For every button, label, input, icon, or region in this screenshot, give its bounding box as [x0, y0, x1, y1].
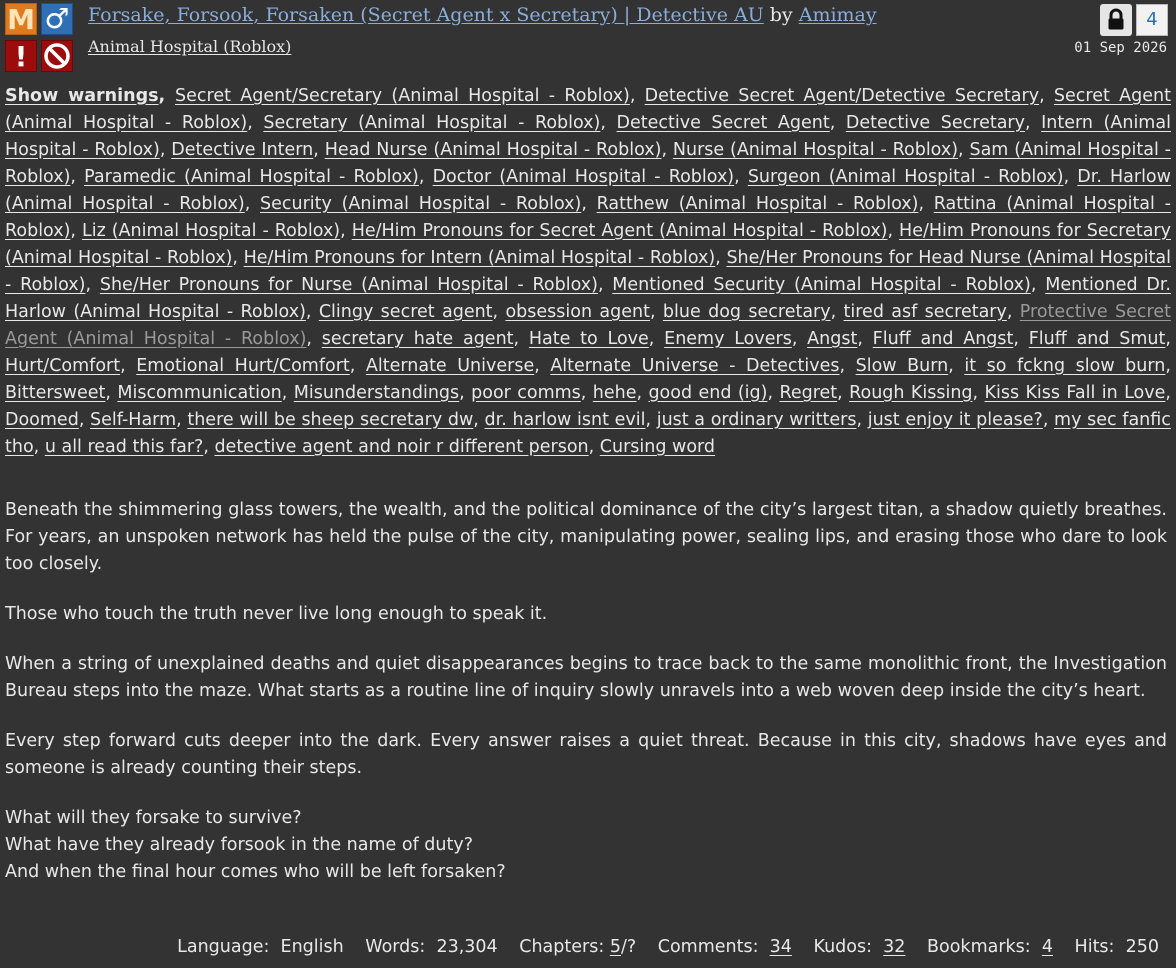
comments-link[interactable]: 34	[769, 937, 792, 957]
work-heading	[88, 4, 877, 26]
tag-link[interactable]: Doctor (Animal Hospital - Roblox)	[432, 167, 735, 187]
tag-separator: ,	[159, 140, 172, 160]
tag-separator: ,	[1006, 302, 1020, 322]
tag-separator: ,	[636, 383, 649, 403]
tag-link[interactable]: there will be sheep secretary dw	[187, 410, 474, 430]
tag-separator: ,	[648, 329, 665, 349]
tag-link[interactable]: Secret Agent/Secretary (Animal Hospital - Roblox)	[175, 86, 630, 106]
tag-link[interactable]: Fluff and Angst	[872, 329, 1014, 349]
summary-line: What will they forsake to survive?	[5, 808, 302, 828]
tag-link[interactable]: Doomed	[5, 410, 79, 430]
tag-separator: ,	[1030, 275, 1046, 295]
tag-link[interactable]: blue dog secretary	[662, 302, 831, 322]
summary-line: What have they already forsook in the name of duty?	[5, 835, 474, 855]
tag-separator: ,	[459, 383, 472, 403]
rating-icon[interactable]: M	[5, 3, 37, 35]
tag-separator: ,	[1165, 383, 1171, 403]
tag-separator: ,	[78, 410, 91, 430]
tag-list	[5, 83, 1171, 461]
tag-separator: ,	[1042, 410, 1055, 430]
summary	[5, 497, 1167, 909]
tag-link[interactable]: Hate to Love	[528, 329, 649, 349]
tag-link[interactable]: Liz (Animal Hospital - Roblox)	[81, 221, 341, 241]
tag-separator: ,	[120, 356, 137, 376]
language-value: English	[280, 937, 344, 957]
tag-separator: ,	[340, 221, 352, 241]
tag-link[interactable]: Dr. Harlow (Animal Hospital - Roblox)	[5, 167, 1171, 214]
tag-separator: ,	[581, 194, 597, 214]
tag-separator: ,	[791, 329, 808, 349]
no-entry-icon[interactable]	[41, 40, 73, 72]
required-tags	[5, 3, 75, 73]
tag-separator: ,	[918, 194, 934, 214]
tag-link[interactable]: Misunderstandings	[293, 383, 460, 403]
bookmarks-link[interactable]: 4	[1041, 937, 1053, 957]
tag-separator: ,	[232, 248, 244, 268]
tag-link[interactable]: Rattina (Animal Hospital - Roblox)	[5, 194, 1171, 241]
chapters-label: Chapters:	[519, 937, 605, 957]
tag-link[interactable]: Clingy secret agent	[318, 302, 493, 322]
category-icon[interactable]: ♂	[41, 3, 73, 35]
tag-separator: ,	[857, 329, 873, 349]
tag-separator: ,	[767, 383, 780, 403]
tag-link[interactable]: Fluff and Smut	[1028, 329, 1166, 349]
tag-link[interactable]: Regret	[779, 383, 838, 403]
tag-separator: ,	[418, 167, 433, 187]
tag-separator: ,	[70, 221, 82, 241]
tag-link[interactable]: Detective Secretary	[845, 113, 1025, 133]
tag-link[interactable]: Secretary (Animal Hospital - Roblox)	[263, 113, 601, 133]
tag-separator: ,	[856, 410, 868, 430]
tag-separator: ,	[313, 140, 325, 160]
stats	[177, 935, 1159, 959]
tag-separator: ,	[829, 113, 846, 133]
tag-link[interactable]: Self-Harm	[90, 410, 177, 430]
summary-paragraph: Every step forward cuts deeper into the dark. Every answer raises a quiet threat. Because in this city, shadows have eyes and someone is already counting their steps.	[5, 731, 1167, 778]
fandom-link[interactable]: Animal Hospital (Roblox)	[88, 37, 292, 56]
tag-link[interactable]: Hurt/Comfort	[5, 356, 121, 376]
tag-separator: ,	[948, 356, 965, 376]
tag-separator: ,	[1039, 86, 1054, 106]
tag-separator: ,	[887, 221, 900, 241]
tag-separator: ,	[203, 437, 215, 457]
tag-separator: ,	[1024, 113, 1042, 133]
tag-link[interactable]: Rough Kissing	[849, 383, 973, 403]
words-value: 23,304	[436, 937, 498, 957]
tag-link[interactable]: detective agent and noir r different person	[214, 437, 589, 457]
tag-link[interactable]: Detective Secret Agent/Detective Secretary	[644, 86, 1040, 106]
tag-separator: ,	[629, 86, 645, 106]
tag-link[interactable]: Alternate Universe - Detectives	[550, 356, 840, 376]
tag-link[interactable]: Miscommunication	[117, 383, 282, 403]
tag-link[interactable]: Cursing word	[599, 437, 716, 457]
tag-link[interactable]: obsession agent	[505, 302, 650, 322]
tag-link[interactable]: secretary hate agent	[321, 329, 514, 349]
warning-icon[interactable]: !	[5, 40, 37, 72]
tag-separator: ,	[580, 383, 593, 403]
chapters-link[interactable]: 5	[609, 937, 621, 957]
tag-link[interactable]: good end (ig)	[648, 383, 768, 403]
by-text: by	[769, 4, 793, 26]
tag-separator: ,	[1165, 329, 1171, 349]
tag-separator: ,	[33, 437, 45, 457]
tag-separator: ,	[349, 356, 366, 376]
tag-separator: ,	[588, 437, 600, 457]
tag-separator: ,	[70, 167, 85, 187]
tag-separator: ,	[1165, 356, 1171, 376]
lock-icon	[1100, 4, 1132, 36]
tag-separator: ,	[600, 113, 617, 133]
tag-link[interactable]: just enjoy it please?	[867, 410, 1043, 430]
tag-separator: ,	[306, 329, 322, 349]
tag-link[interactable]: Intern (Animal Hospital - Roblox)	[5, 113, 1171, 160]
tag-link[interactable]: Alternate Universe	[365, 356, 535, 376]
tag-separator: ,	[473, 410, 485, 430]
bookmarks-label: Bookmarks:	[927, 937, 1031, 957]
tag-separator: ,	[492, 302, 506, 322]
updated-date: 01 Sep 2026	[1074, 40, 1167, 56]
tag-separator: ,	[837, 383, 850, 403]
tag-link[interactable]: dr. harlow isnt evil	[484, 410, 646, 430]
tag-link[interactable]: u all read this far?	[44, 437, 204, 457]
tag-separator: ,	[158, 86, 176, 106]
tag-separator: ,	[244, 194, 260, 214]
tag-link[interactable]: Kiss Kiss Fall in Love	[984, 383, 1166, 403]
tag-separator: ,	[661, 140, 673, 160]
summary-line: And when the final hour comes who will be left forsaken?	[5, 862, 506, 882]
hits-label: Hits:	[1074, 937, 1115, 957]
summary-questions	[5, 805, 1167, 886]
tag-link[interactable]: He/Him Pronouns for Secret Agent (Animal Hospital - Roblox)	[351, 221, 888, 241]
tag-link[interactable]: Secret Agent (Animal Hospital - Roblox)	[5, 86, 1171, 133]
tag-link[interactable]: Head Nurse (Animal Hospital - Roblox)	[324, 140, 662, 160]
tag-link[interactable]: Surgeon (Animal Hospital - Roblox)	[747, 167, 1064, 187]
tag-link[interactable]: She/Her Pronouns for Nurse (Animal Hospital - Roblox)	[99, 275, 598, 295]
tag-link[interactable]: Detective Secret Agent	[616, 113, 830, 133]
tag-link[interactable]: it so fckng slow burn	[964, 356, 1166, 376]
tag-separator: ,	[958, 140, 970, 160]
tag-separator: ,	[839, 356, 856, 376]
summary-paragraph: Beneath the shimmering glass towers, the wealth, and the political dominance of the city’s largest titan, a shadow quietly breathes. For years, an unspoken network has held the pulse of the city, manipulating power, sealing lips, and erasing those who dare to look too closely.	[5, 500, 1167, 574]
tag-link[interactable]: Emotional Hurt/Comfort	[136, 356, 350, 376]
tag-link[interactable]: Angst	[807, 329, 858, 349]
tag-separator: ,	[281, 383, 294, 403]
hits-value: 250	[1125, 937, 1159, 957]
tag-link[interactable]: Bittersweet	[5, 383, 106, 403]
tag-separator: ,	[645, 410, 657, 430]
tag-link[interactable]: poor comms	[471, 383, 581, 403]
tag-link[interactable]: He/Him Pronouns for Secretary (Animal Hospital - Roblox)	[5, 221, 1171, 268]
tag-separator: ,	[830, 302, 844, 322]
kudos-label: Kudos:	[813, 937, 873, 957]
kudos-link[interactable]: 32	[883, 937, 906, 957]
tag-separator: ,	[734, 167, 748, 187]
tag-separator: ,	[105, 383, 118, 403]
tag-separator: ,	[649, 302, 663, 322]
fandom-line	[88, 37, 291, 57]
tag-separator: ,	[305, 302, 319, 322]
tag-separator: ,	[247, 113, 264, 133]
summary-paragraph: When a string of unexplained deaths and quiet disappearances begins to trace back to the same monolithic front, the Investigation Bureau steps into the maze. What starts as a routine line of inquiry slowly unravels into a web woven deep inside the city’s heart.	[5, 654, 1167, 701]
tag-link[interactable]: Security (Animal Hospital - Roblox)	[260, 194, 582, 214]
tag-link[interactable]: Mentioned Dr. Harlow (Animal Hospital - Roblox)	[5, 275, 1171, 322]
tag-link[interactable]: She/Her Pronouns for Head Nurse (Animal Hospital - Roblox)	[5, 248, 1171, 295]
comments-label: Comments:	[657, 937, 759, 957]
tag-link[interactable]: Sam (Animal Hospital - Roblox)	[5, 140, 1171, 187]
tag-link[interactable]: my sec fanfic tho	[5, 410, 1171, 457]
tag-link[interactable]: He/Him Pronouns for Intern (Animal Hospital - Roblox)	[243, 248, 716, 268]
tag-link[interactable]: just a ordinary writters	[656, 410, 857, 430]
show-warnings-link[interactable]: Show warnings	[5, 86, 159, 106]
tag-link[interactable]: Enemy Lovers	[664, 329, 792, 349]
tag-separator: ,	[597, 275, 613, 295]
tag-link[interactable]: Slow Burn	[855, 356, 949, 376]
tag-link[interactable]: Protective Secret Agent (Animal Hospital - Roblox)	[5, 302, 1171, 349]
tag-separator: ,	[715, 248, 727, 268]
tag-link[interactable]: Mentioned Security (Animal Hospital - Roblox)	[612, 275, 1031, 295]
tag-separator: ,	[176, 410, 188, 430]
tag-separator: ,	[513, 329, 529, 349]
tag-separator: ,	[1063, 167, 1078, 187]
tag-separator: ,	[534, 356, 551, 376]
tag-link[interactable]: Ratthew (Animal Hospital - Roblox)	[596, 194, 919, 214]
words-label: Words:	[365, 937, 426, 957]
language-label: Language:	[177, 937, 270, 957]
summary-paragraph: Those who touch the truth never live long enough to speak it.	[5, 604, 548, 624]
count-badge[interactable]: 4	[1136, 4, 1168, 36]
tag-link[interactable]: hehe	[592, 383, 637, 403]
tag-separator: ,	[1013, 329, 1029, 349]
tag-link[interactable]: Paramedic (Animal Hospital - Roblox)	[84, 167, 419, 187]
tag-link[interactable]: Nurse (Animal Hospital - Roblox)	[672, 140, 959, 160]
tag-separator: ,	[85, 275, 100, 295]
work-title-link[interactable]: Forsake, Forsook, Forsaken (Secret Agent x Secretary) | Detective AU	[88, 4, 764, 26]
author-link[interactable]: Amimay	[798, 4, 877, 26]
tag-separator: ,	[972, 383, 985, 403]
tag-link[interactable]: Detective Intern	[171, 140, 314, 160]
chapters-total: /?	[620, 937, 637, 957]
tag-link[interactable]: tired asf secretary	[843, 302, 1007, 322]
